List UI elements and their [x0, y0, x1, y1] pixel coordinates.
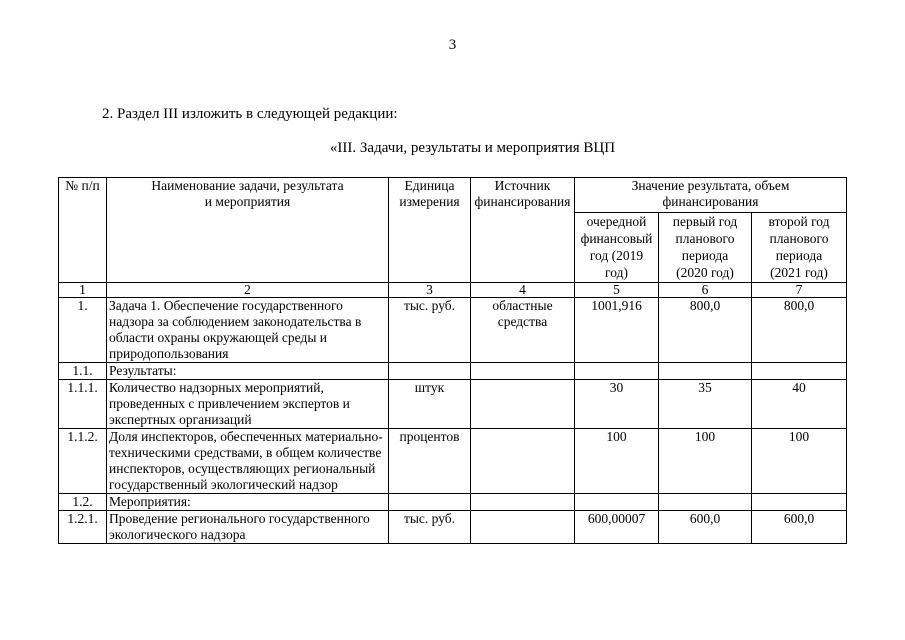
- row-number: 1.2.: [59, 494, 107, 511]
- page-number: 3: [448, 37, 457, 53]
- row-number: 1.2.1.: [59, 511, 107, 544]
- row-value-2021: [752, 494, 847, 511]
- row-value-2020: [659, 363, 752, 380]
- row-value-2021: 40: [752, 380, 847, 429]
- row-value-2019: [575, 494, 659, 511]
- row-source: областные средства: [471, 298, 575, 363]
- row-number: 1.1.: [59, 363, 107, 380]
- intro-text: 2. Раздел III изложить в следующей редакции:: [102, 106, 398, 122]
- section-title: «III. Задачи, результаты и мероприятия ВЦП: [329, 140, 616, 156]
- row-value-2019: 1001,916: [575, 298, 659, 363]
- table-row: [59, 429, 847, 494]
- row-value-2021: 100: [752, 429, 847, 494]
- table-row: [59, 380, 847, 429]
- header-year-2020: первый год планового периода (2020 год): [659, 213, 752, 283]
- row-source: [471, 380, 575, 429]
- results-table: [58, 177, 847, 544]
- row-source: [471, 511, 575, 544]
- row-number: 1.1.1.: [59, 380, 107, 429]
- column-number: 6: [659, 283, 752, 298]
- header-value: Значение результата, объем финансирования: [575, 178, 847, 213]
- row-value-2019: [575, 363, 659, 380]
- header-unit: Единица измерения: [389, 178, 471, 283]
- row-source: [471, 363, 575, 380]
- row-value-2019: 30: [575, 380, 659, 429]
- row-value-2021: [752, 363, 847, 380]
- row-value-2021: 600,0: [752, 511, 847, 544]
- table-row: [59, 363, 847, 380]
- row-number: 1.: [59, 298, 107, 363]
- header-year-2019: очередной финансовый год (2019 год): [575, 213, 659, 283]
- row-unit: [389, 363, 471, 380]
- column-number: 5: [575, 283, 659, 298]
- row-value-2020: 800,0: [659, 298, 752, 363]
- row-unit: тыс. руб.: [389, 298, 471, 363]
- column-numbers-row: [59, 283, 847, 298]
- row-value-2021: 800,0: [752, 298, 847, 363]
- row-value-2020: 35: [659, 380, 752, 429]
- column-number: 3: [389, 283, 471, 298]
- row-unit: процентов: [389, 429, 471, 494]
- column-number: 7: [752, 283, 847, 298]
- row-unit: тыс. руб.: [389, 511, 471, 544]
- table-row: [59, 511, 847, 544]
- row-name: Количество надзорных мероприятий, проведенных с привлечением экспертов и экспертных организаций: [107, 380, 389, 429]
- column-number: 2: [107, 283, 389, 298]
- row-unit: штук: [389, 380, 471, 429]
- row-name: Доля инспекторов, обеспеченных материально-техническими средствами, в общем количестве инспекторов, осуществляющих региональный государственный экологический надзор: [107, 429, 389, 494]
- header-name: Наименование задачи, результата и мероприятия: [107, 178, 389, 283]
- row-number: 1.1.2.: [59, 429, 107, 494]
- header-year-2021: второй год планового периода (2021 год): [752, 213, 847, 283]
- row-source: [471, 494, 575, 511]
- row-name: Результаты:: [107, 363, 389, 380]
- header-row: [59, 178, 847, 213]
- row-value-2020: 100: [659, 429, 752, 494]
- row-source: [471, 429, 575, 494]
- row-name: Мероприятия:: [107, 494, 389, 511]
- row-name: Проведение регионального государственного экологического надзора: [107, 511, 389, 544]
- row-value-2019: 100: [575, 429, 659, 494]
- row-name: Задача 1. Обеспечение государственного надзора за соблюдением законодательства в области охраны окружающей среды и природопользования: [107, 298, 389, 363]
- column-number: 1: [59, 283, 107, 298]
- row-value-2020: 600,0: [659, 511, 752, 544]
- header-source: Источник финансирования: [471, 178, 575, 283]
- table-row: [59, 494, 847, 511]
- header-num: № п/п: [59, 178, 107, 283]
- column-number: 4: [471, 283, 575, 298]
- table-row: [59, 298, 847, 363]
- row-value-2019: 600,00007: [575, 511, 659, 544]
- row-unit: [389, 494, 471, 511]
- row-value-2020: [659, 494, 752, 511]
